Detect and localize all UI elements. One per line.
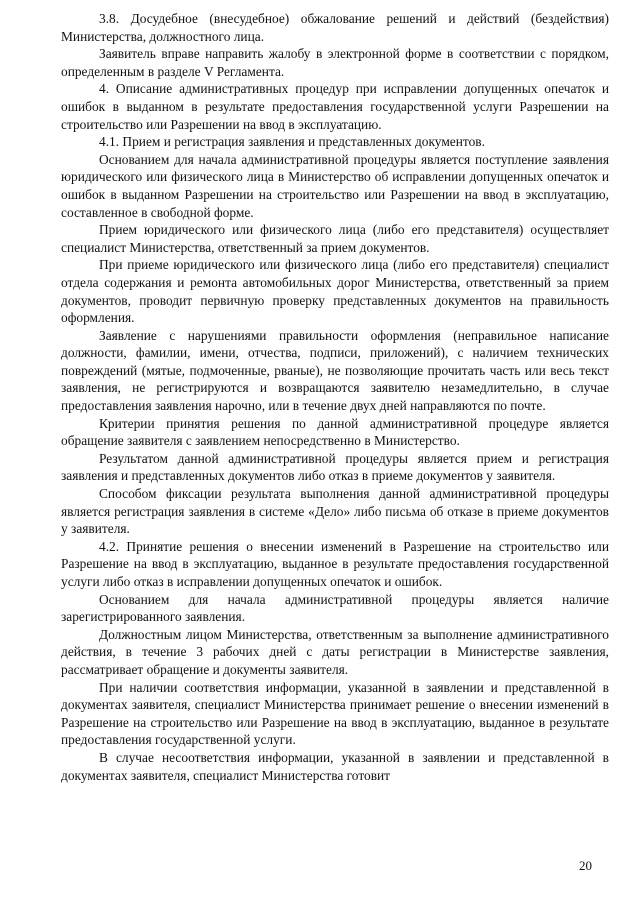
paragraph: При приеме юридического или физического лица (либо его представителя) специалист отдела содержания и ремонта автомобильных дорог Министерства, ответственный за прием документов, проводит первичную проверку представленных документов на правильность оформления. [61, 257, 609, 326]
section-heading-4-1: 4.1. Прием и регистрация заявления и представленных документов. [99, 134, 485, 150]
paragraph: Основанием для начала административной процедуры является поступление заявления юридического или физического лица в Министерство об исправлении допущенных опечаток и ошибок в выданном Разрешении на строительство или Разрешении на ввод в эксплуатацию, составленное в свободной форме. [61, 151, 609, 220]
paragraph: Критерии принятия решения по данной административной процедуре является обращение заявителя с заявлением непосредственно в Министерство. [61, 415, 609, 449]
section-heading-3-8: 3.8. Досудебное (внесудебное) обжалование решений и действий (бездействия) Министерства, должностного лица. [61, 11, 609, 44]
paragraph: Заявитель вправе направить жалобу в электронной форме в соответствии с порядком, определенным в разделе V Регламента. [61, 46, 609, 79]
paragraph: При наличии соответствия информации, указанной в заявлении и представленной в документах заявителя, специалист Министерства принимает решение о внесении изменений в Разрешение на строительство или Разрешение на ввод в эксплуатацию, выданное в результате предоставления государственной услуги. [61, 679, 609, 748]
paragraph: Заявление с нарушениями правильности оформления (неправильное написание должности, фамилии, имени, отчества, подписи, приложений), с наличием технических повреждений (мятые, подмоченные, рваные), не позволяющие прочитать часть или весь текст заявления, не регистрируются и возвращаются заявителю незамедлительно, в случае предоставления заявления нарочно, или в течение двух дней направляются по почте. [61, 327, 609, 414]
paragraph: Должностным лицом Министерства, ответственным за выполнение административного действия, в течение 3 рабочих дней с даты регистрации в Министерстве заявления, рассматривает обращение и документы заявителя. [61, 626, 609, 677]
paragraph: В случае несоответствия информации, указанной в заявлении и представленной в документах заявителя, специалист Министерства готовит [61, 749, 609, 783]
paragraph: Прием юридического или физического лица (либо его представителя) осуществляет специалист Министерства, ответственный за прием документов. [61, 222, 609, 255]
paragraph: Основанием для начала административной процедуры является наличие зарегистрированного заявления. [61, 591, 609, 625]
section-heading-4: 4. Описание административных процедур при исправлении допущенных опечаток и ошибок в выданном в результате предоставления государственной услуги Разрешении на строительство или Разрешении на ввод в эксплуатацию. [61, 81, 609, 132]
document-page [61, 10, 609, 784]
paragraph: Результатом данной административной процедуры является прием и регистрация заявления и представленных документов либо отказ в приеме документов у заявителя. [61, 450, 609, 484]
page-number: 20 [579, 858, 592, 873]
paragraph: Способом фиксации результата выполнения данной административной процедуры является регистрация заявления в системе «Дело» либо письма об отказе в приеме документов у заявителя. [61, 486, 609, 537]
section-heading-4-2: 4.2. Принятие решения о внесении изменений в Разрешение на строительство или Разрешение на ввод в эксплуатацию, выданное в результате предоставления государственной услуги либо отказ в исправлении допущенных опечаток и ошибок. [61, 538, 609, 589]
